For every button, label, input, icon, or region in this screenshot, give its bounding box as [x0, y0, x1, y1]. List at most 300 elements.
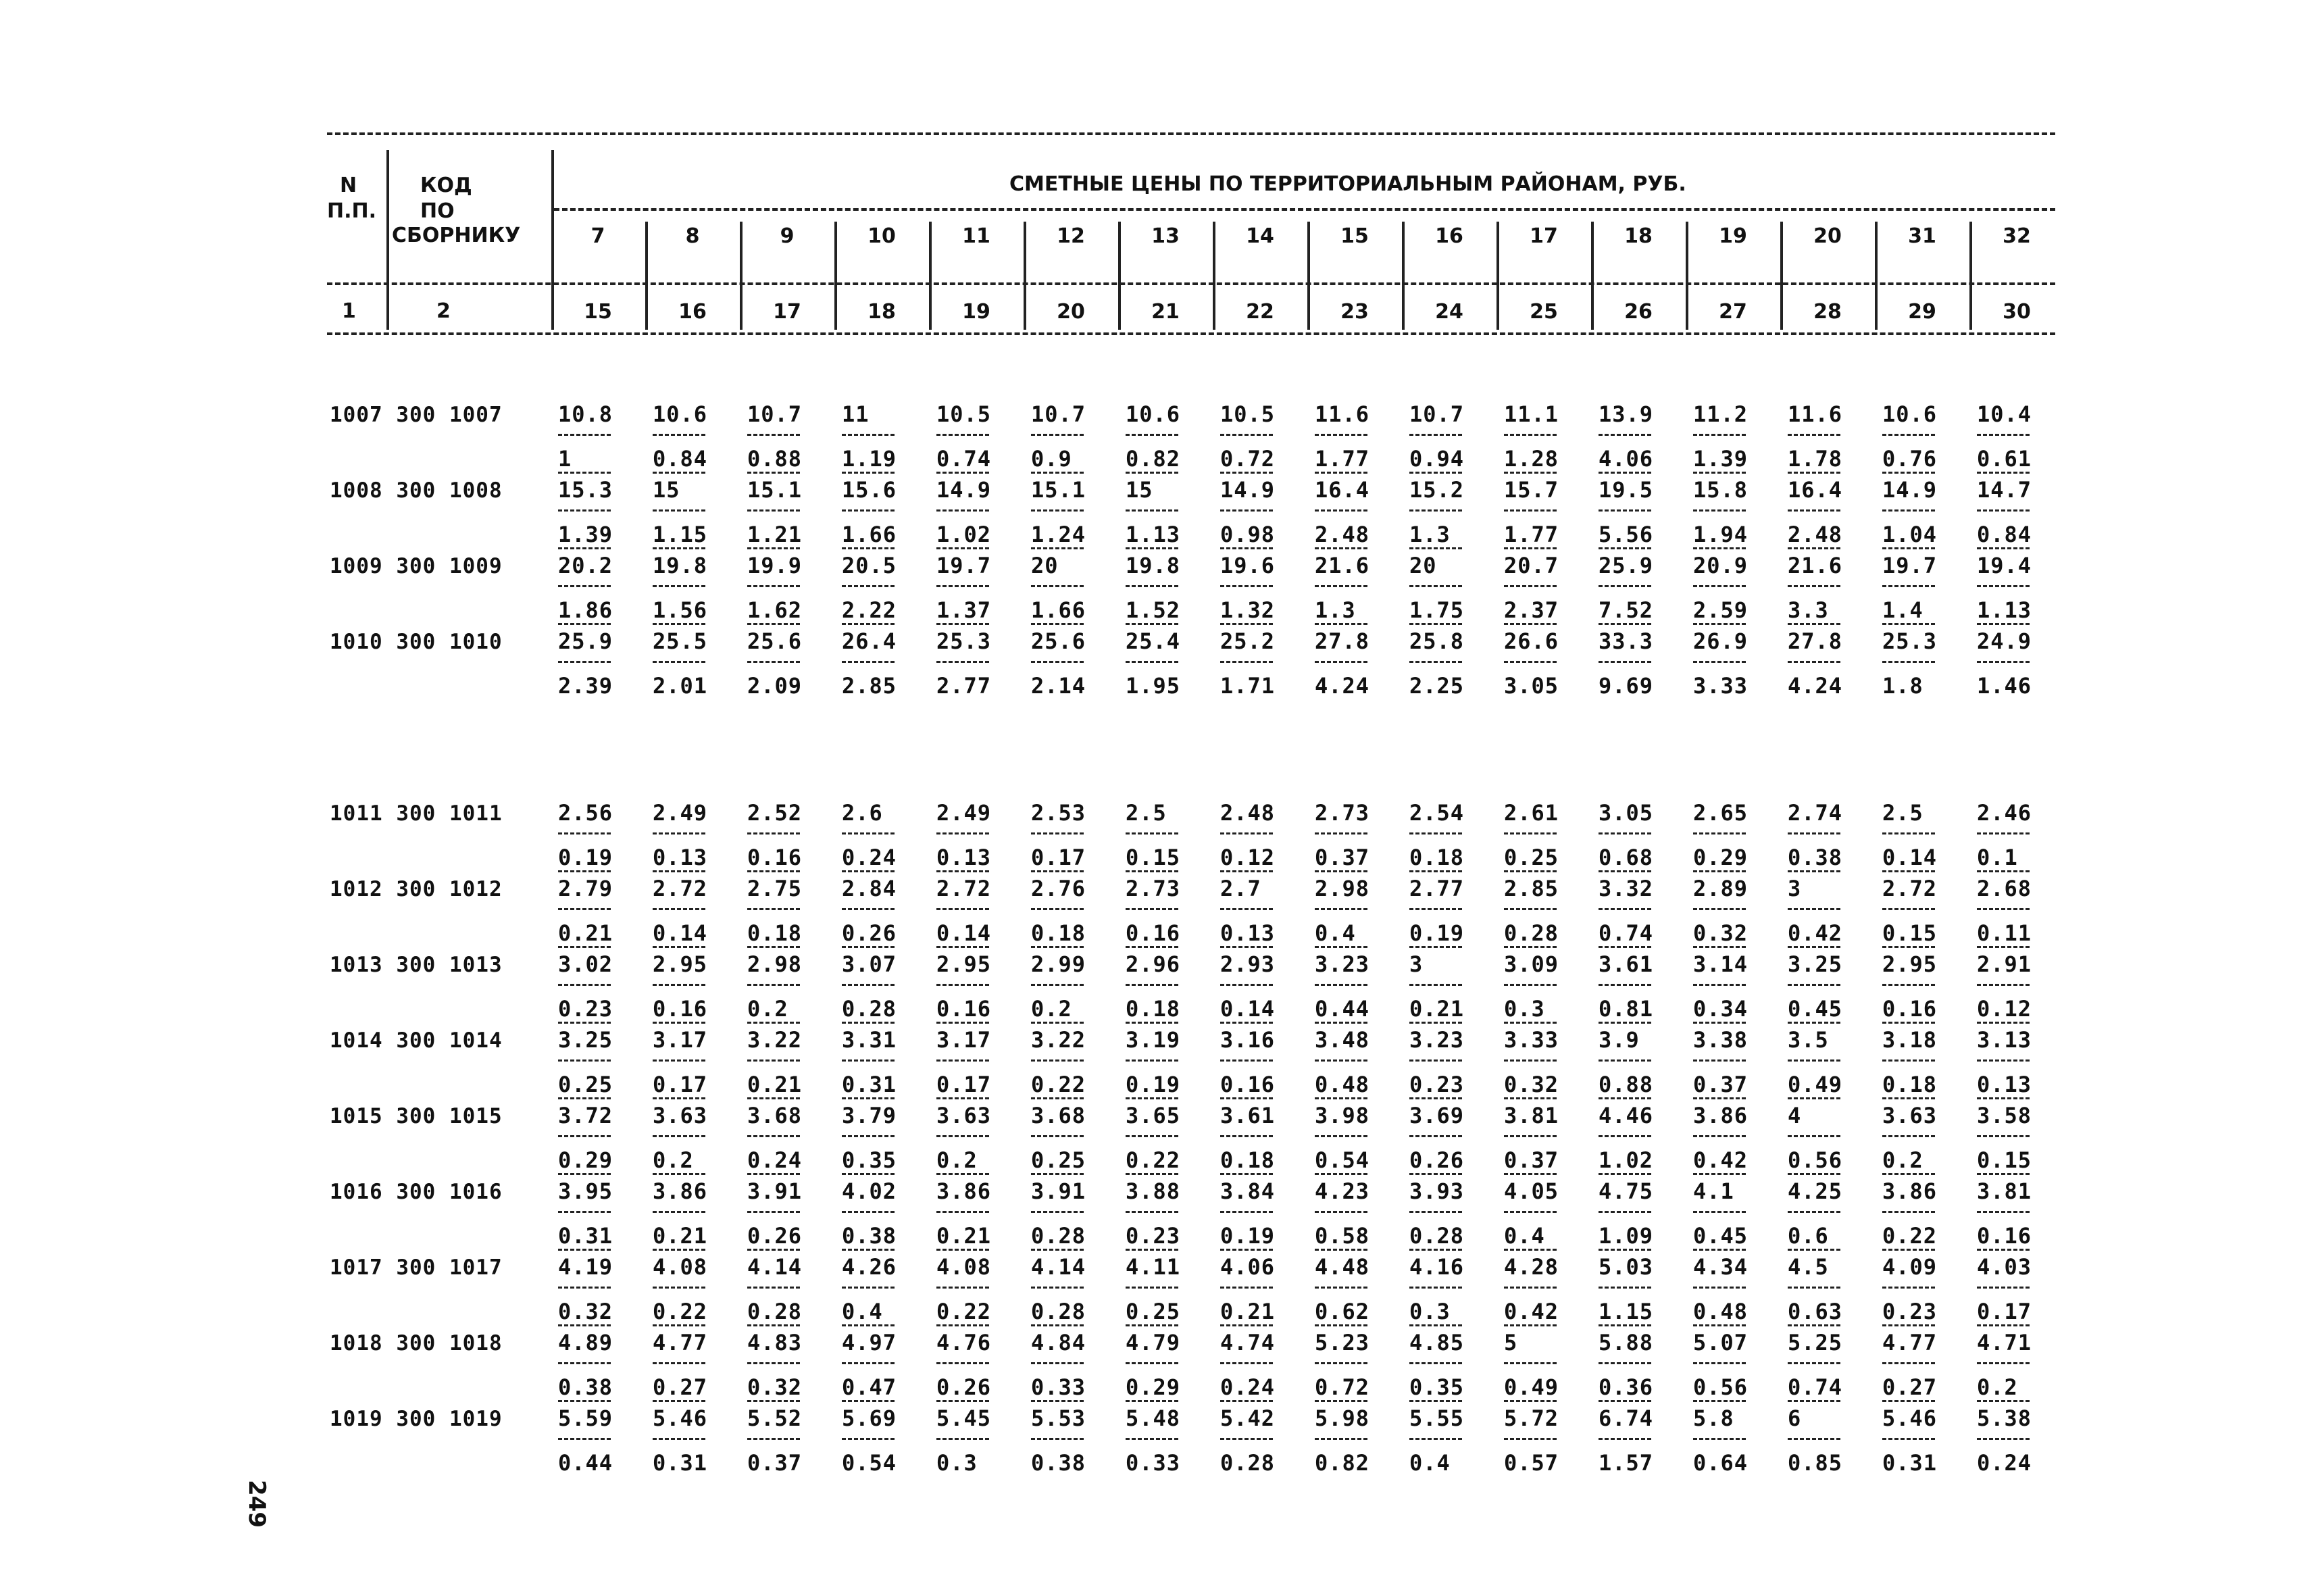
price-value: 2.65 — [1693, 800, 1749, 826]
fraction-divider — [1409, 1249, 1462, 1251]
fraction-divider — [747, 984, 800, 986]
price-value: 2.25 — [1409, 673, 1465, 699]
price-value: 0.25 — [1126, 1299, 1181, 1324]
fraction-divider — [1599, 623, 1651, 625]
price-value: 2.96 — [1126, 951, 1181, 977]
column-index: 18 — [867, 300, 896, 324]
price-value: 5.53 — [1031, 1405, 1086, 1431]
fraction-divider — [1504, 585, 1557, 587]
price-value: 0.38 — [842, 1223, 897, 1249]
price-value: 1.4 — [1882, 597, 1923, 623]
price-value: 3.3 — [1788, 597, 1829, 623]
price-value: 25.9 — [558, 628, 613, 654]
fraction-divider — [842, 509, 895, 512]
fraction-divider — [1409, 946, 1462, 948]
fraction-divider — [747, 1059, 800, 1062]
price-value: 2.48 — [1788, 522, 1843, 547]
price-value: 0.37 — [1693, 1072, 1749, 1097]
fraction-divider — [1599, 984, 1651, 986]
price-value: 2.48 — [1220, 800, 1276, 826]
fraction-divider — [653, 946, 705, 948]
price-value: 6.74 — [1599, 1405, 1654, 1431]
price-value: 3.05 — [1599, 800, 1654, 826]
fraction-divider — [1504, 870, 1557, 872]
fraction-divider — [558, 661, 611, 663]
price-value: 0.68 — [1599, 845, 1654, 870]
fraction-divider — [936, 1135, 989, 1137]
price-value: 2.91 — [1977, 951, 2032, 977]
price-value: 25.3 — [936, 628, 992, 654]
price-value: 1.57 — [1599, 1450, 1654, 1476]
price-value: 21.6 — [1315, 553, 1370, 578]
price-value: 4.08 — [936, 1254, 992, 1280]
price-value: 4.34 — [1693, 1254, 1749, 1280]
fraction-divider — [558, 1022, 611, 1024]
fraction-divider — [1220, 1400, 1273, 1402]
price-value: 0.15 — [1977, 1147, 2032, 1173]
fraction-divider — [842, 434, 895, 436]
price-value: 0.82 — [1126, 446, 1181, 472]
fraction-divider — [653, 1287, 705, 1289]
fraction-divider — [1031, 1022, 1084, 1024]
price-value: 15.3 — [558, 477, 613, 503]
price-value: 0.3 — [1409, 1299, 1451, 1324]
price-value: 0.26 — [936, 1374, 992, 1400]
fraction-divider — [558, 1324, 611, 1326]
fraction-divider — [1882, 1362, 1935, 1364]
price-value: 0.38 — [1031, 1450, 1086, 1476]
price-value: 4.14 — [1031, 1254, 1086, 1280]
price-value: 0.31 — [1882, 1450, 1938, 1476]
fraction-divider — [1977, 661, 2030, 663]
price-value: 3.22 — [1031, 1027, 1086, 1053]
price-value: 10.7 — [747, 401, 803, 427]
fraction-divider — [842, 1211, 895, 1213]
fraction-divider — [1031, 623, 1084, 625]
fraction-divider — [1882, 1400, 1935, 1402]
fraction-divider — [1126, 1135, 1178, 1137]
price-value: 4.23 — [1315, 1178, 1370, 1204]
price-value: 1.46 — [1977, 673, 2032, 699]
column-index: 21 — [1151, 300, 1180, 324]
price-value: 3.81 — [1977, 1178, 2032, 1204]
price-value: 4.5 — [1788, 1254, 1829, 1280]
price-value: 0.44 — [558, 1450, 613, 1476]
price-value: 2.61 — [1504, 800, 1559, 826]
row-code-label: 1008 300 1008 — [330, 478, 503, 503]
price-value: 15.6 — [842, 477, 897, 503]
fraction-divider — [1126, 832, 1178, 834]
price-value: 2.95 — [653, 951, 708, 977]
price-value: 15.2 — [1409, 477, 1465, 503]
price-value: 0.28 — [1409, 1223, 1465, 1249]
price-value: 0.29 — [1126, 1374, 1181, 1400]
price-value: 5.45 — [936, 1405, 992, 1431]
fraction-divider — [1031, 1211, 1084, 1213]
price-value: 4.77 — [1882, 1330, 1938, 1355]
fraction-divider — [1220, 547, 1273, 549]
fraction-divider — [1788, 1211, 1840, 1213]
fraction-divider — [1126, 585, 1178, 587]
fraction-divider — [1882, 1022, 1935, 1024]
fraction-divider — [1031, 1400, 1084, 1402]
fraction-divider — [1504, 623, 1557, 625]
fraction-divider — [1882, 946, 1935, 948]
price-value: 4.28 — [1504, 1254, 1559, 1280]
header-bottom-rule — [327, 332, 2055, 335]
fraction-divider — [1693, 585, 1746, 587]
fraction-divider — [1882, 1097, 1935, 1099]
fraction-divider — [1504, 434, 1557, 436]
price-value: 10.4 — [1977, 401, 2032, 427]
price-value: 2.89 — [1693, 876, 1749, 901]
row-code-label: 1016 300 1016 — [330, 1180, 503, 1204]
district-number: 18 — [1624, 224, 1653, 248]
price-value: 3.63 — [653, 1103, 708, 1128]
fraction-divider — [1693, 946, 1746, 948]
price-value: 0.16 — [1220, 1072, 1276, 1097]
price-value: 0.88 — [1599, 1072, 1654, 1097]
district-separator — [1118, 222, 1121, 330]
fraction-divider — [558, 1249, 611, 1251]
fraction-divider — [1599, 661, 1651, 663]
price-value: 3.79 — [842, 1103, 897, 1128]
price-value: 2.77 — [1409, 876, 1465, 901]
price-value: 0.18 — [1882, 1072, 1938, 1097]
fraction-divider — [1409, 509, 1462, 512]
fraction-divider — [1409, 832, 1462, 834]
fraction-divider — [1599, 1249, 1651, 1251]
fraction-divider — [1031, 1324, 1084, 1326]
price-value: 11 — [842, 401, 870, 427]
fraction-divider — [1882, 870, 1935, 872]
price-value: 1.3 — [1315, 597, 1356, 623]
price-value: 3.33 — [1504, 1027, 1559, 1053]
fraction-divider — [653, 1173, 705, 1175]
fraction-divider — [558, 547, 611, 549]
price-value: 2.95 — [1882, 951, 1938, 977]
price-value: 0.4 — [1504, 1223, 1545, 1249]
price-value: 3.86 — [936, 1178, 992, 1204]
price-value: 0.18 — [1409, 845, 1465, 870]
price-value: 3.68 — [1031, 1103, 1086, 1128]
col-code-label: ПО — [420, 199, 455, 223]
price-value: 27.8 — [1788, 628, 1843, 654]
price-value: 0.16 — [1126, 920, 1181, 946]
fraction-divider — [747, 1287, 800, 1289]
fraction-divider — [558, 1438, 611, 1440]
price-value: 4.77 — [653, 1330, 708, 1355]
fraction-divider — [558, 585, 611, 587]
fraction-divider — [1882, 832, 1935, 834]
price-value: 10.5 — [936, 401, 992, 427]
fraction-divider — [936, 1438, 989, 1440]
fraction-divider — [747, 1400, 800, 1402]
price-value: 4.83 — [747, 1330, 803, 1355]
fraction-divider — [1126, 1438, 1178, 1440]
fraction-divider — [1599, 1438, 1651, 1440]
fraction-divider — [1693, 1173, 1746, 1175]
col-number: 2 — [436, 299, 451, 323]
price-value: 0.98 — [1220, 522, 1276, 547]
fraction-divider — [936, 1287, 989, 1289]
fraction-divider — [1788, 908, 1840, 910]
price-value: 1.13 — [1126, 522, 1181, 547]
price-value: 20 — [1031, 553, 1059, 578]
fraction-divider — [1599, 870, 1651, 872]
fraction-divider — [936, 1324, 989, 1326]
fraction-divider — [1126, 1022, 1178, 1024]
price-value: 0.4 — [1315, 920, 1356, 946]
fraction-divider — [1599, 434, 1651, 436]
fraction-divider — [1599, 1059, 1651, 1062]
fraction-divider — [653, 1438, 705, 1440]
price-value: 0.18 — [1126, 996, 1181, 1022]
price-value: 0.14 — [1882, 845, 1938, 870]
fraction-divider — [1977, 870, 2030, 872]
price-value: 0.94 — [1409, 446, 1465, 472]
fraction-divider — [842, 946, 895, 948]
table-title: СМЕТНЫЕ ЦЕНЫ ПО ТЕРРИТОРИАЛЬНЫМ РАЙОНАМ, РУБ. — [1009, 172, 1686, 196]
price-value: 2.52 — [747, 800, 803, 826]
fraction-divider — [1220, 1211, 1273, 1213]
fraction-divider — [1693, 1324, 1746, 1326]
district-separator — [1969, 222, 1972, 330]
fraction-divider — [1599, 1097, 1651, 1099]
fraction-divider — [1504, 832, 1557, 834]
fraction-divider — [1788, 509, 1840, 512]
price-value: 0.21 — [1409, 996, 1465, 1022]
fraction-divider — [1882, 547, 1935, 549]
price-value: 24.9 — [1977, 628, 2032, 654]
price-value: 3.16 — [1220, 1027, 1276, 1053]
price-value: 1.66 — [1031, 597, 1086, 623]
price-value: 4.11 — [1126, 1254, 1181, 1280]
fraction-divider — [1599, 1211, 1651, 1213]
fraction-divider — [1220, 1135, 1273, 1137]
fraction-divider — [747, 1362, 800, 1364]
fraction-divider — [558, 1400, 611, 1402]
fraction-divider — [1693, 547, 1746, 549]
fraction-divider — [842, 908, 895, 910]
price-value: 0.82 — [1315, 1450, 1370, 1476]
fraction-divider — [1220, 870, 1273, 872]
price-value: 0.81 — [1599, 996, 1654, 1022]
fraction-divider — [1504, 1135, 1557, 1137]
fraction-divider — [1315, 1362, 1367, 1364]
price-value: 5.46 — [653, 1405, 708, 1431]
fraction-divider — [1504, 547, 1557, 549]
price-value: 0.28 — [1031, 1299, 1086, 1324]
fraction-divider — [1409, 1135, 1462, 1137]
fraction-divider — [936, 1022, 989, 1024]
price-value: 0.17 — [936, 1072, 992, 1097]
column-index: 19 — [962, 300, 990, 324]
fraction-divider — [1977, 1059, 2030, 1062]
fraction-divider — [747, 1438, 800, 1440]
fraction-divider — [1220, 1097, 1273, 1099]
price-value: 2.6 — [842, 800, 883, 826]
fraction-divider — [1126, 434, 1178, 436]
fraction-divider — [1315, 585, 1367, 587]
fraction-divider — [1126, 1362, 1178, 1364]
fraction-divider — [558, 1362, 611, 1364]
fraction-divider — [1882, 1438, 1935, 1440]
fraction-divider — [1031, 832, 1084, 834]
fraction-divider — [747, 1324, 800, 1326]
price-value: 2.85 — [1504, 876, 1559, 901]
fraction-divider — [1220, 1173, 1273, 1175]
fraction-divider — [1220, 509, 1273, 512]
district-separator — [1402, 222, 1405, 330]
price-value: 1.13 — [1977, 597, 2032, 623]
fraction-divider — [1031, 908, 1084, 910]
fraction-divider — [842, 832, 895, 834]
fraction-divider — [1315, 1249, 1367, 1251]
price-value: 10.6 — [653, 401, 708, 427]
fraction-divider — [936, 832, 989, 834]
district-number: 11 — [962, 224, 990, 248]
price-value: 5 — [1504, 1330, 1518, 1355]
price-value: 0.33 — [1126, 1450, 1181, 1476]
district-number: 7 — [590, 224, 605, 248]
fraction-divider — [1882, 509, 1935, 512]
row-code-label: 1007 300 1007 — [330, 403, 503, 427]
price-value: 25.6 — [1031, 628, 1086, 654]
fraction-divider — [558, 434, 611, 436]
fraction-divider — [1599, 832, 1651, 834]
fraction-divider — [936, 1173, 989, 1175]
price-value: 0.26 — [747, 1223, 803, 1249]
fraction-divider — [1409, 547, 1462, 549]
price-value: 2.5 — [1882, 800, 1923, 826]
fraction-divider — [747, 832, 800, 834]
row-code-label: 1018 300 1018 — [330, 1331, 503, 1355]
price-value: 0.49 — [1788, 1072, 1843, 1097]
price-value: 19.5 — [1599, 477, 1654, 503]
fraction-divider — [1977, 832, 2030, 834]
price-value: 0.14 — [653, 920, 708, 946]
fraction-divider — [1788, 946, 1840, 948]
price-value: 15.1 — [1031, 477, 1086, 503]
price-value: 13.9 — [1599, 401, 1654, 427]
price-value: 4.16 — [1409, 1254, 1465, 1280]
price-value: 0.48 — [1315, 1072, 1370, 1097]
fraction-divider — [1031, 1097, 1084, 1099]
row-code-label: 1012 300 1012 — [330, 877, 503, 901]
fraction-divider — [1315, 1022, 1367, 1024]
district-number: 9 — [780, 224, 795, 248]
fraction-divider — [1977, 1097, 2030, 1099]
price-value: 5.56 — [1599, 522, 1654, 547]
price-value: 0.23 — [1126, 1223, 1181, 1249]
price-value: 3.91 — [1031, 1178, 1086, 1204]
price-value: 0.4 — [842, 1299, 883, 1324]
price-value: 0.47 — [842, 1374, 897, 1400]
price-value: 0.22 — [1031, 1072, 1086, 1097]
price-value: 3.25 — [1788, 951, 1843, 977]
fraction-divider — [1599, 1022, 1651, 1024]
fraction-divider — [1788, 1249, 1840, 1251]
fraction-divider — [936, 1362, 989, 1364]
price-value: 5.88 — [1599, 1330, 1654, 1355]
price-value: 3.38 — [1693, 1027, 1749, 1053]
fraction-divider — [558, 832, 611, 834]
district-separator — [1213, 222, 1215, 330]
fraction-divider — [1126, 1287, 1178, 1289]
fraction-divider — [936, 1059, 989, 1062]
price-value: 3.17 — [936, 1027, 992, 1053]
price-value: 0.37 — [747, 1450, 803, 1476]
price-value: 10.5 — [1220, 401, 1276, 427]
fraction-divider — [1882, 1173, 1935, 1175]
fraction-divider — [558, 509, 611, 512]
price-value: 0.19 — [1220, 1223, 1276, 1249]
price-value: 0.21 — [936, 1223, 992, 1249]
fraction-divider — [1220, 472, 1273, 474]
price-value: 0.22 — [1126, 1147, 1181, 1173]
fraction-divider — [1788, 623, 1840, 625]
col-number-label: П.П. — [327, 199, 377, 223]
fraction-divider — [1315, 946, 1367, 948]
price-value: 0.28 — [842, 996, 897, 1022]
price-value: 2.37 — [1504, 597, 1559, 623]
fraction-divider — [1504, 1249, 1557, 1251]
fraction-divider — [1882, 1249, 1935, 1251]
fraction-divider — [1315, 1400, 1367, 1402]
fraction-divider — [1126, 547, 1178, 549]
price-value: 2.72 — [936, 876, 992, 901]
price-value: 0.31 — [558, 1223, 613, 1249]
fraction-divider — [842, 1249, 895, 1251]
price-value: 3.86 — [1882, 1178, 1938, 1204]
price-value: 5.8 — [1693, 1405, 1734, 1431]
fraction-divider — [1409, 1022, 1462, 1024]
price-value: 3.68 — [747, 1103, 803, 1128]
price-value: 0.54 — [842, 1450, 897, 1476]
fraction-divider — [1126, 472, 1178, 474]
fraction-divider — [558, 1135, 611, 1137]
price-value: 11.1 — [1504, 401, 1559, 427]
price-value: 20.7 — [1504, 553, 1559, 578]
price-value: 1.78 — [1788, 446, 1843, 472]
price-value: 2.72 — [1882, 876, 1938, 901]
fraction-divider — [1788, 1135, 1840, 1137]
row-code-label: 1011 300 1011 — [330, 801, 503, 826]
fraction-divider — [936, 434, 989, 436]
fraction-divider — [1599, 1173, 1651, 1175]
price-value: 25.8 — [1409, 628, 1465, 654]
fraction-divider — [747, 1097, 800, 1099]
price-value: 0.28 — [1220, 1450, 1276, 1476]
price-value: 5.38 — [1977, 1405, 2032, 1431]
fraction-divider — [558, 870, 611, 872]
price-value: 0.19 — [1126, 1072, 1181, 1097]
fraction-divider — [1977, 1249, 2030, 1251]
header-separator — [386, 150, 389, 330]
district-separator — [645, 222, 648, 330]
fraction-divider — [747, 1173, 800, 1175]
price-value: 0.29 — [1693, 845, 1749, 870]
fraction-divider — [1126, 1097, 1178, 1099]
price-value: 10.7 — [1031, 401, 1086, 427]
price-value: 3.33 — [1693, 673, 1749, 699]
fraction-divider — [653, 1022, 705, 1024]
district-number: 17 — [1530, 224, 1558, 248]
fraction-divider — [1882, 1324, 1935, 1326]
price-value: 0.62 — [1315, 1299, 1370, 1324]
fraction-divider — [653, 870, 705, 872]
